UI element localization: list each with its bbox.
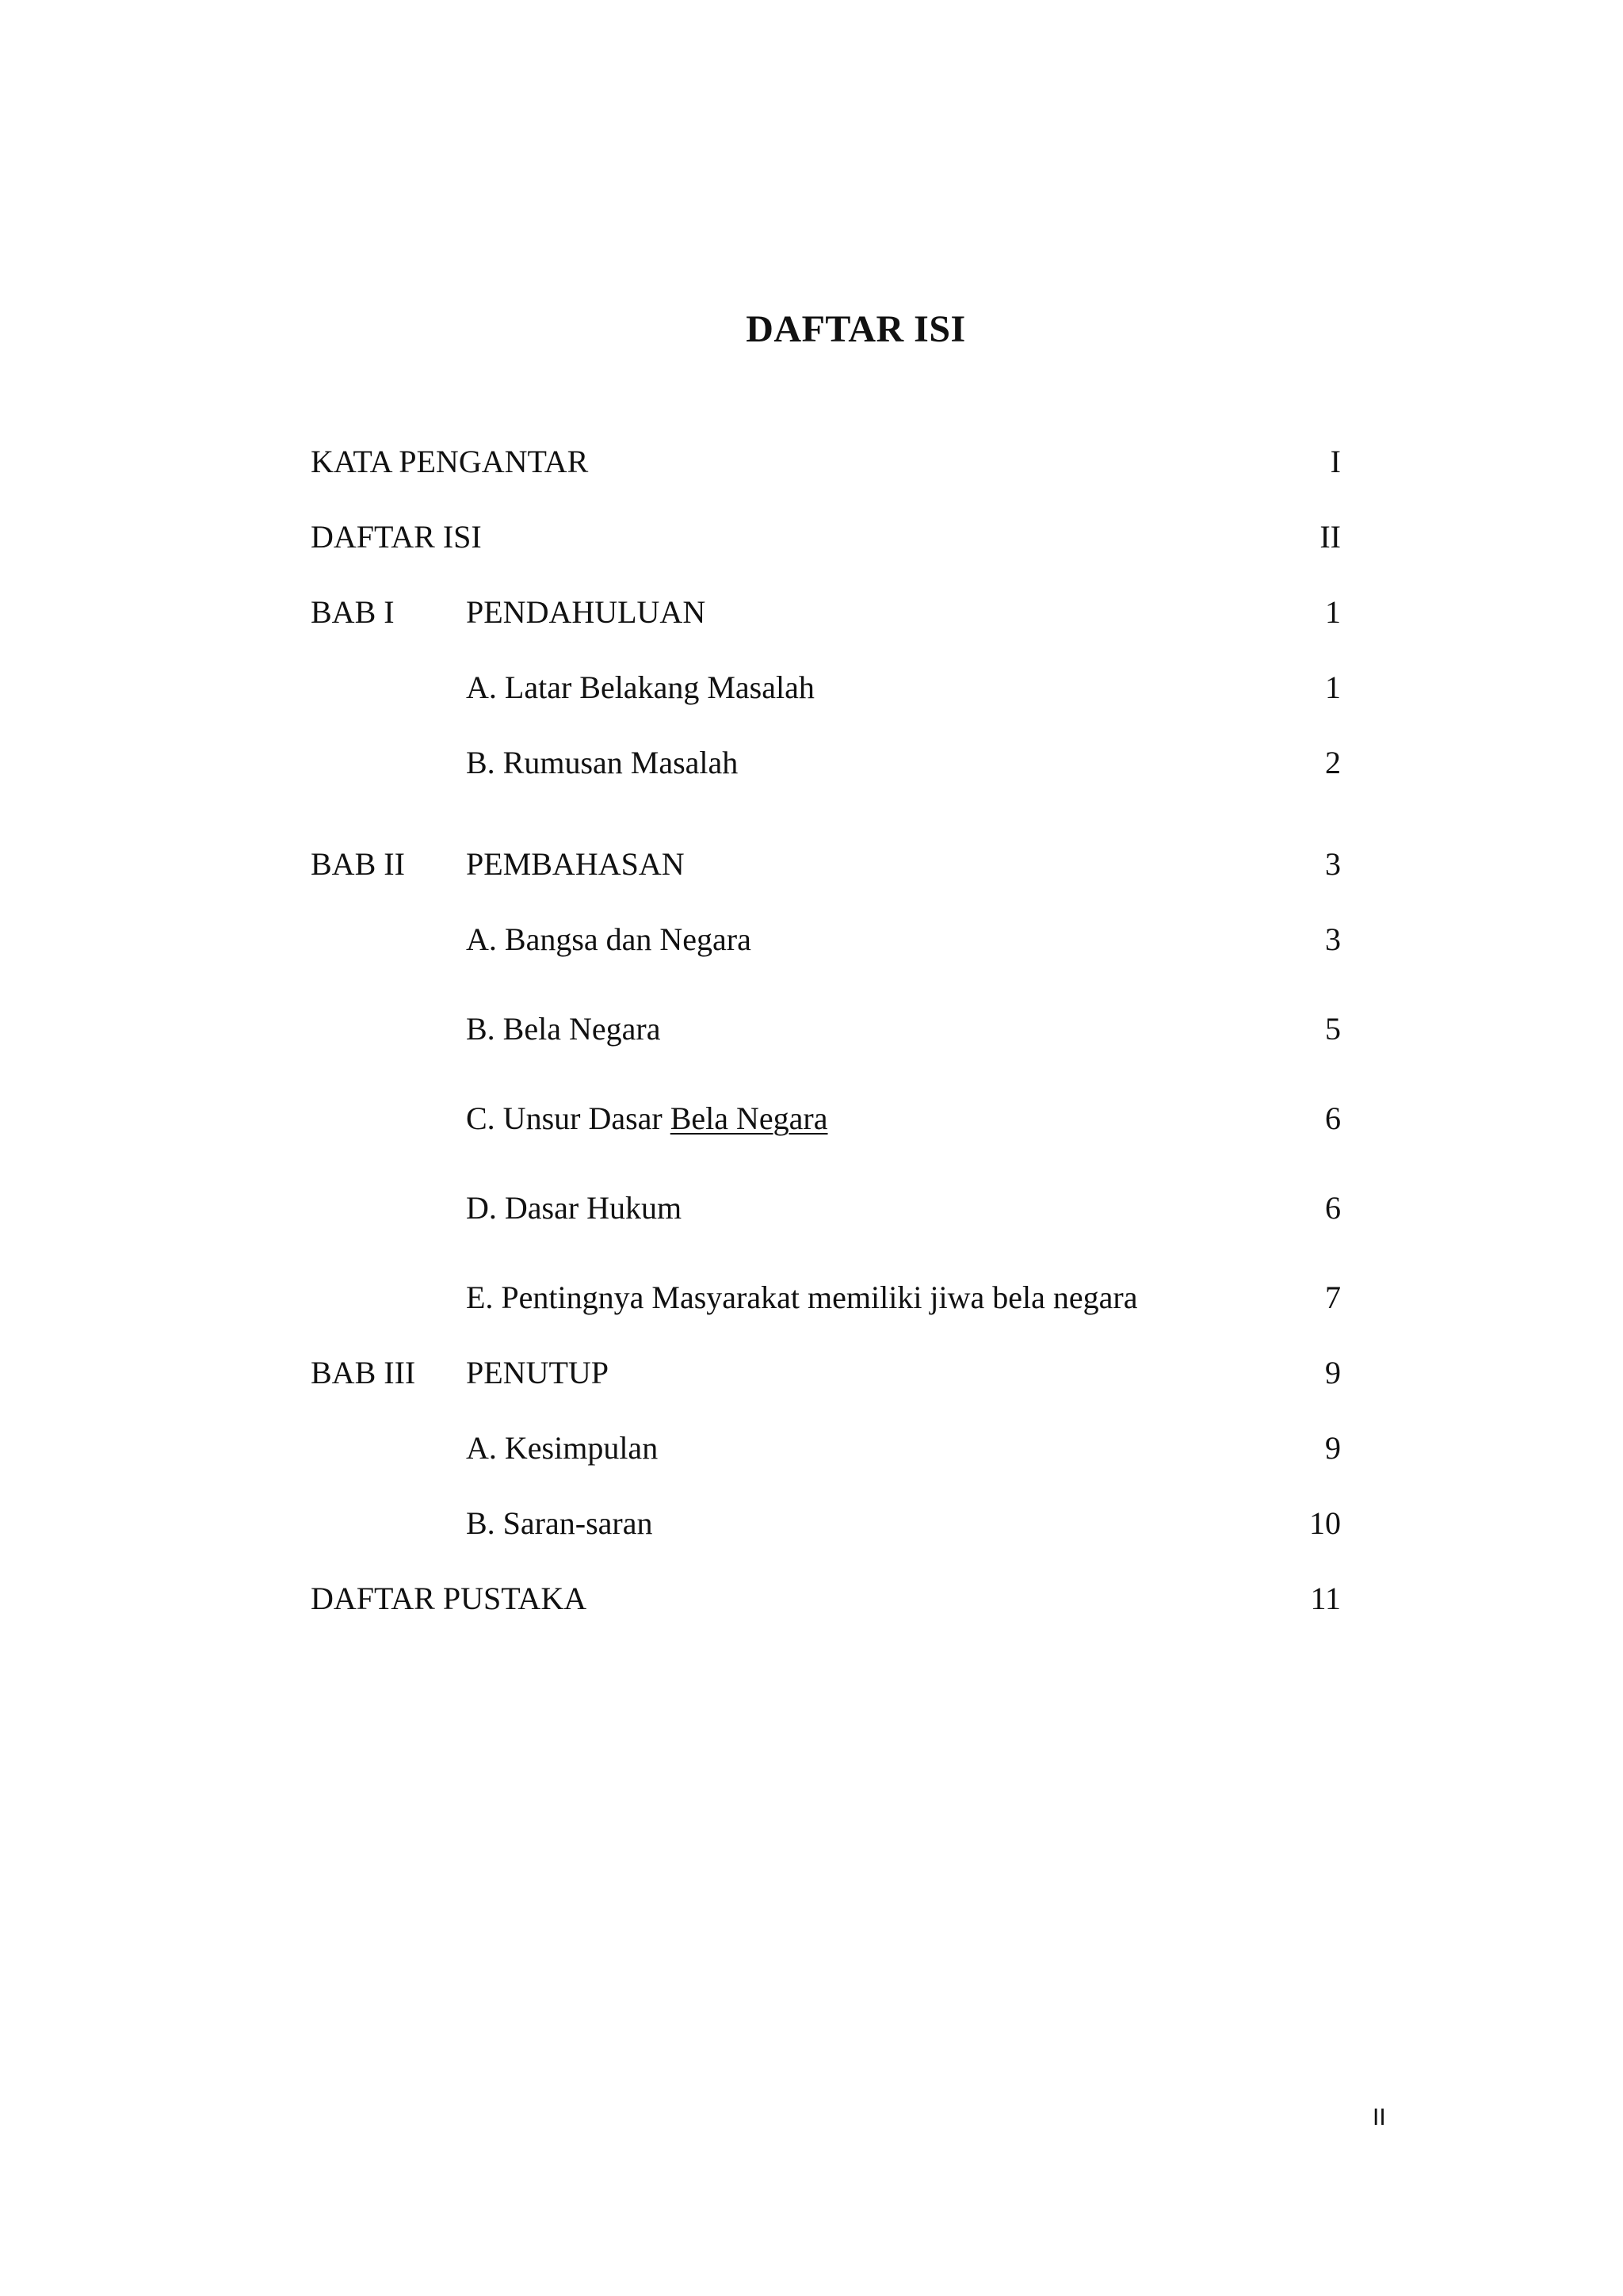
toc-entry-title-underlined: Bela Negara xyxy=(670,1100,828,1136)
toc-entry-dasar-hukum[interactable] xyxy=(311,1186,1341,1230)
toc-entry-title: KATA PENGANTAR xyxy=(311,444,589,479)
toc-entry-title: PENUTUP xyxy=(466,1355,609,1390)
toc-entry-title-prefix: C. Unsur Dasar xyxy=(466,1100,670,1136)
toc-entry-page: 3 xyxy=(1325,846,1341,882)
toc-entry-page: 9 xyxy=(1325,1430,1341,1466)
toc-entry-title: A. Kesimpulan xyxy=(466,1430,659,1466)
toc-entry-page: 3 xyxy=(1325,921,1341,957)
toc-entry-page: 6 xyxy=(1325,1190,1341,1226)
toc-entry-chapter: BAB I xyxy=(311,594,395,630)
toc-entry-page: II xyxy=(1319,519,1341,555)
page-title: DAFTAR ISI xyxy=(746,308,966,350)
toc-entry-page: 11 xyxy=(1310,1581,1341,1616)
toc-entry-title: DAFTAR ISI xyxy=(311,519,482,555)
toc-entry-title: B. Rumusan Masalah xyxy=(466,745,739,780)
toc-entry-kata-pengantar[interactable] xyxy=(311,440,1341,484)
toc-entry-page: 1 xyxy=(1325,669,1341,705)
toc-entry-bab-2[interactable] xyxy=(311,842,1341,887)
toc-entry-rumusan-masalah[interactable] xyxy=(311,741,1341,785)
toc-entry-title xyxy=(466,1097,828,1141)
toc-entry-title: A. Bangsa dan Negara xyxy=(466,921,751,957)
toc-entry-page: 6 xyxy=(1325,1100,1341,1136)
toc-entry-title: PEMBAHASAN xyxy=(466,846,685,882)
toc-entry-page: 5 xyxy=(1325,1011,1341,1047)
toc-entry-unsur-dasar[interactable] xyxy=(311,1097,1341,1141)
toc-entry-kesimpulan[interactable] xyxy=(311,1426,1341,1470)
toc-entry-page: 7 xyxy=(1325,1280,1341,1315)
toc-entry-title: PENDAHULUAN xyxy=(466,594,706,630)
toc-entry-chapter: BAB II xyxy=(311,846,405,882)
toc-entry-title: B. Bela Negara xyxy=(466,1011,661,1047)
toc-entry-latar-belakang[interactable] xyxy=(311,666,1341,710)
toc-entry-daftar-isi[interactable] xyxy=(311,515,1341,559)
toc-entry-page: 9 xyxy=(1325,1355,1341,1390)
toc-entry-title: DAFTAR PUSTAKA xyxy=(311,1581,587,1616)
toc-entry-title: B. Saran-saran xyxy=(466,1505,653,1541)
toc-entry-daftar-pustaka[interactable] xyxy=(311,1577,1341,1621)
toc-entry-title: D. Dasar Hukum xyxy=(466,1190,682,1226)
toc-entry-bela-negara[interactable] xyxy=(311,1007,1341,1051)
page-number: II xyxy=(1373,2104,1386,2130)
toc-entry-bab-3[interactable] xyxy=(311,1351,1341,1395)
toc-entry-bab-1[interactable] xyxy=(311,590,1341,635)
toc-entry-title: E. Pentingnya Masyarakat memiliki jiwa bela negara xyxy=(466,1280,1138,1315)
toc-entry-saran-saran[interactable] xyxy=(311,1501,1341,1546)
toc-entry-page: 1 xyxy=(1325,594,1341,630)
toc-entry-page: 10 xyxy=(1309,1505,1341,1541)
toc-entry-pentingnya-masyarakat[interactable] xyxy=(311,1276,1341,1320)
toc-entry-bangsa-dan-negara[interactable] xyxy=(311,917,1341,962)
toc-entry-page: 2 xyxy=(1325,745,1341,780)
toc-entry-chapter: BAB III xyxy=(311,1355,416,1390)
toc-entry-title: A. Latar Belakang Masalah xyxy=(466,669,815,705)
toc-entry-page: I xyxy=(1330,444,1341,479)
